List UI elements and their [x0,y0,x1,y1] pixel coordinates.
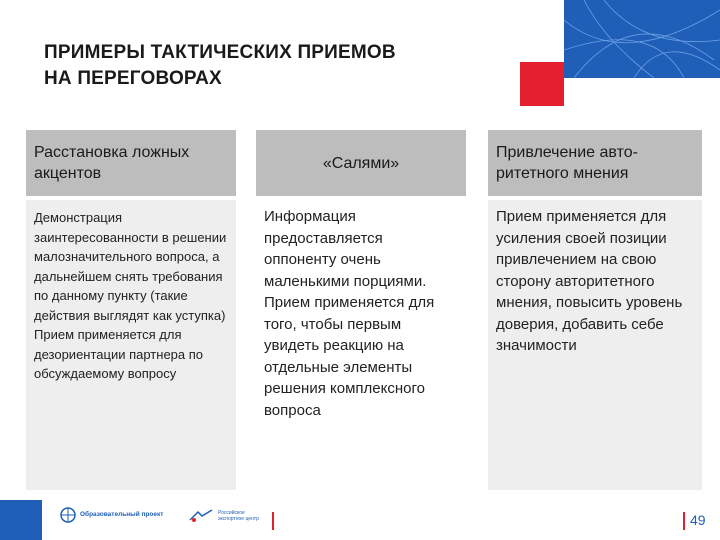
column-heading: Расстановка ложных акцентов [26,130,236,196]
column-heading: «Салями» [256,130,466,196]
column-salami [256,130,466,490]
page-number-separator [683,512,685,530]
title-line-1: ПРИМЕРЫ ТАКТИЧЕСКИХ ПРИЕМОВ [44,42,396,63]
slide-title [44,40,514,92]
decorative-red-block [520,62,564,106]
column-body: Информация предоставляется оппоненту очень маленькими порциями. Прием применяется для того, чтобы первым увидеть реакцию на отдельные элементы решения комплексного вопроса [264,208,435,419]
footer-separator [272,512,274,530]
decorative-blue-block [564,0,720,78]
title-line-2: НА ПЕРЕГОВОРАХ [44,68,222,89]
footer-blue-block [0,500,42,540]
decorative-lines-icon [564,0,720,78]
logo-text: Образовательный проект [80,511,164,518]
column-false-accents [26,130,236,490]
globe-icon [60,507,76,523]
export-logo-icon [188,508,214,524]
page-number: 49 [690,512,706,528]
column-body: Прием применяется для усиления своей позиции привлечением на свою сторону авторитетного мнения, повысить уровень доверия, добавить себе значимости [488,200,702,490]
column-authority-opinion [488,130,702,490]
column-body: Демонстрация заинтересованности в решении малозначительного вопроса, а дальнейшем снять требования по данному пункту (такие действия выглядят как уступка) Прием применяется для дезориентации партнера по обсуждаемому вопросу [26,200,236,490]
export-center-logo [188,508,263,524]
column-heading: Привлечение авто-ритетного мнения [488,130,702,196]
education-project-logo [60,507,180,523]
logo-text: Российское экспортное центр [218,510,259,522]
